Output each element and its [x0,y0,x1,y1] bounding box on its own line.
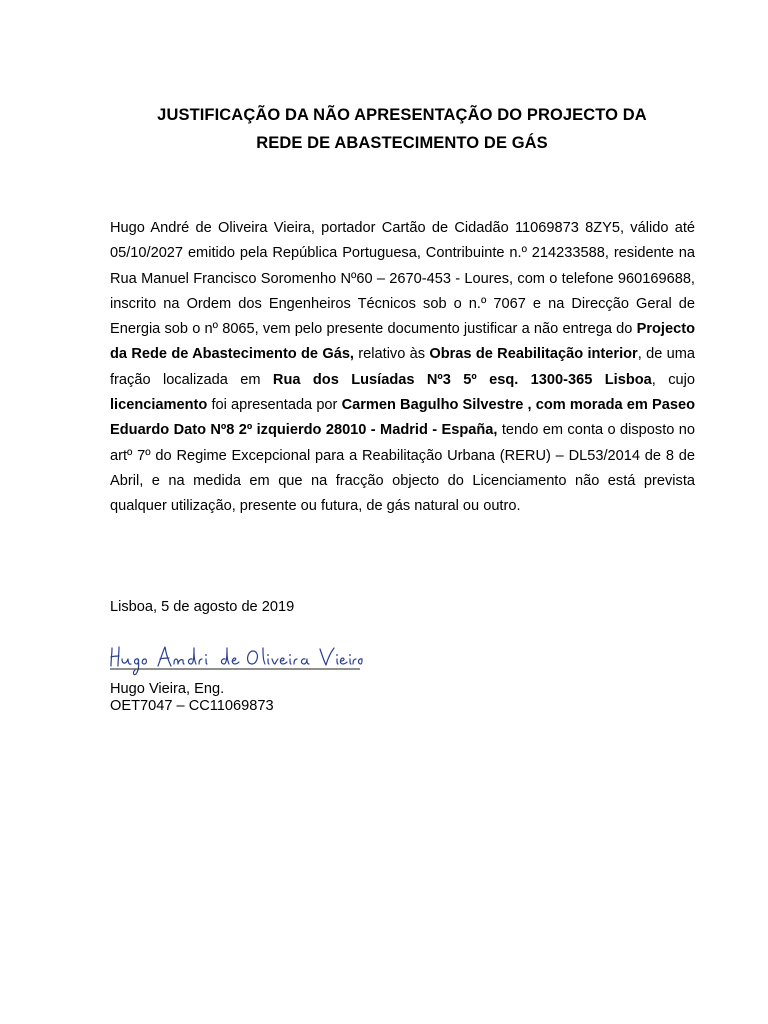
paragraph-run-bold: Projecto da Rede de Abastecimento de Gás, [110,321,695,363]
paragraph-run: foi apresentada por [207,397,342,414]
title-line-1: JUSTIFICAÇÃO DA NÃO APRESENTAÇÃO DO PROJECTO DA [157,106,647,124]
paragraph-run-bold: Carmen Bagulho Silvestre , com morada em Paseo Eduardo Dato Nº8 2º izquierdo 28010 - Madrid - España, [110,397,695,439]
paragraph-run: relativo às [354,346,430,363]
paragraph-run: tendo em conta o disposto no artº 7º do Regime Excepcional para a Reabilitação Urbana (RERU) – DL53/2014 de 8 de Abril, e na medida em que na fracção objecto do Licenciamento não está prevista qualquer utilização, presente ou futura, de gás natural ou outro. [110,422,695,515]
body-paragraph [110,216,695,520]
handwritten-signature [108,640,363,678]
signer-name: Hugo Vieira, Eng. [110,681,225,697]
paragraph-run-bold: licenciamento [110,397,208,414]
paragraph-run: Hugo André de Oliveira Vieira, portador Cartão de Cidadão 11069873 8ZY5, válido até 05/10/2027 emitido pela República Portuguesa, Contribuinte n.º 214233588, residente na Rua Manuel Francisco Soromenho Nº60 – 2670-453 - Loures, com o telefone 960169688, inscrito na Ordem dos Engenheiros Técnicos sob o n.º 7067 e na Direcção Geral de Energia sob o nº 8065, vem pelo presente documento justificar a não entrega do [110,220,695,338]
signer-identifiers: OET7047 – CC11069873 [110,698,274,714]
document-title [100,101,704,157]
paragraph-run-bold: Obras de Reabilitação interior [429,346,638,363]
paragraph-run: , de uma fração localizada em [110,346,695,388]
paragraph-run-bold: Rua dos Lusíadas Nº3 5º esq. 1300-365 Lisboa [272,371,652,388]
paragraph-run: , cujo [651,371,695,388]
document-date: Lisboa, 5 de agosto de 2019 [110,599,295,615]
title-line-2: REDE DE ABASTECIMENTO DE GÁS [256,134,548,152]
